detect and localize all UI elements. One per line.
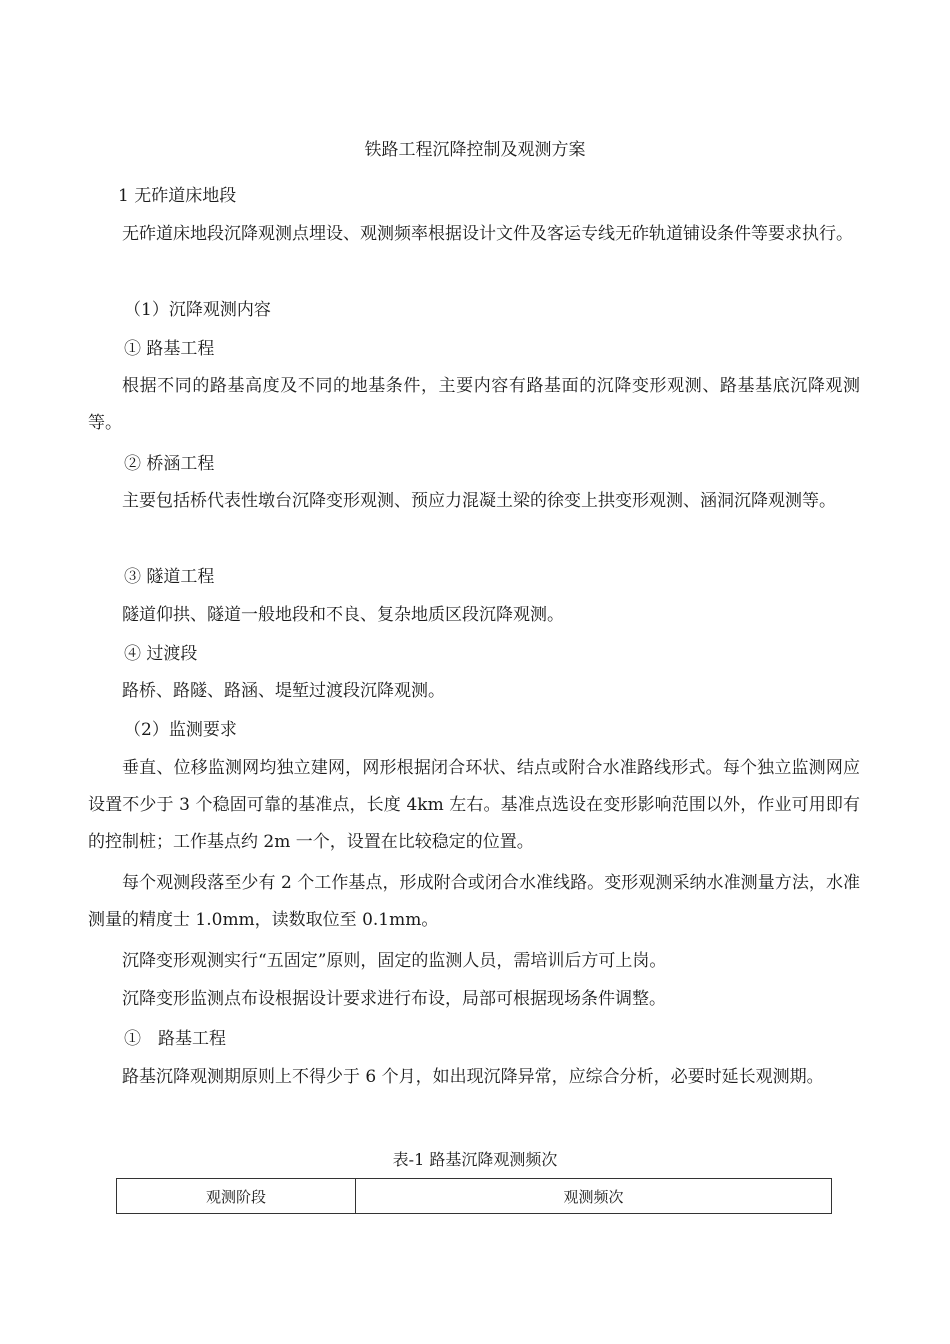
item-text-subgrade: 根据不同的路基高度及不同的地基条件，主要内容有路基面的沉降变形观测、路基基底沉降观测等。 [88,376,860,433]
table-header-row [117,1179,832,1214]
table-header-frequency: 观测频次 [356,1179,832,1214]
requirements-paragraph-network: 垂直、位移监测网均独立建网，网形根据闭合环状、结点或附合水准路线形式。每个独立监测网应设置不少于 3 个稳固可靠的基准点，长度 4km 左右。基准点选设在变形影响范围以外，作业可用即有的控制桩；工作基点约 2m 一个，设置在比较稳定的位置。 [88,758,860,852]
requirements-paragraph-accuracy: 每个观测段落至少有 2 个工作基点，形成附合或闭合水准线路。变形观测采纳水准测量方法，水准测量的精度士 1.0mm，读数取位至 0.1mm。 [88,873,860,930]
item-heading-subgrade: ① 路基工程 [124,339,215,359]
subsection-heading-monitoring-content: （1）沉降观测内容 [124,300,271,320]
item-heading-bridge-culvert: ② 桥涵工程 [124,454,215,474]
item-text-transition: 路桥、路隧、路涵、堤堑过渡段沉降观测。 [122,681,445,701]
subsection-heading-requirements: （2）监测要求 [124,720,237,740]
item-text-tunnel: 隧道仰拱、隧道一般地段和不良、复杂地质区段沉降观测。 [122,605,564,625]
item-text-subgrade-period: 路基沉降观测期原则上不得少于 6 个月，如出现沉降异常，应综合分析，必要时延长观测期。 [122,1067,824,1087]
table-header-stage: 观测阶段 [117,1179,356,1214]
item-heading-transition: ④ 过渡段 [124,644,198,664]
section-heading-1: 1 无砟道床地段 [118,186,237,206]
table-caption: 表-1 路基沉降观测频次 [392,1150,558,1169]
item-heading-tunnel: ③ 隧道工程 [124,567,215,587]
item-heading-subgrade-period: ① 路基工程 [124,1029,226,1049]
document-title: 铁路工程沉降控制及观测方案 [364,140,586,160]
requirements-paragraph-five-fixed: 沉降变形观测实行“五固定”原则，固定的监测人员，需培训后方可上岗。 [122,951,667,971]
item-text-bridge-culvert: 主要包括桥代表性墩台沉降变形观测、预应力混凝土梁的徐变上拱变形观测、涵洞沉降观测等。 [122,491,836,511]
requirements-paragraph-layout: 沉降变形监测点布设根据设计要求进行布设，局部可根据现场条件调整。 [122,989,666,1009]
observation-frequency-table [116,1178,832,1214]
section-intro-paragraph: 无砟道床地段沉降观测点埋设、观测频率根据设计文件及客运专线无砟轨道铺设条件等要求执行。 [122,224,853,244]
